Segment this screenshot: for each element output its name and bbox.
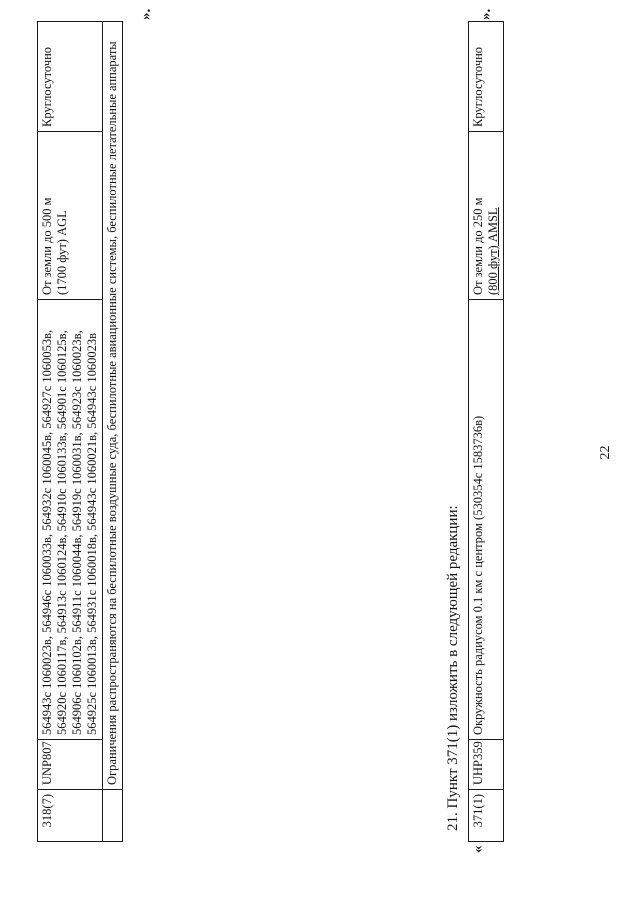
coordinate-line: 564920с 1060117в, 564913с 1060124в, 564910с 1060133в, 564901с 1060125в, <box>55 330 69 735</box>
page-number: 22 <box>598 445 613 460</box>
zone-code: UNP807 <box>38 740 103 790</box>
closing-quote: ». <box>138 8 154 20</box>
altitude-line: От земли до 500 м <box>40 197 54 295</box>
closing-quote: ». <box>478 8 494 20</box>
zone-table-371 <box>468 21 504 842</box>
zone-number: 371(1) <box>469 790 504 842</box>
altitude-line: От земли до 250 м <box>471 197 485 295</box>
table-row <box>38 22 103 842</box>
opening-quote: « <box>470 845 486 853</box>
zone-altitude <box>38 132 103 300</box>
altitude-line: (1700 фут) AGL <box>55 210 69 295</box>
table-row <box>469 22 504 842</box>
zone-code: UHP359 <box>469 740 504 790</box>
zone-time: Круглосуточно <box>469 22 504 132</box>
coordinate-line: 564906с 1060102в, 564911с 1060044в, 564919с 1060031в, 564923с 1060023в, <box>70 330 84 735</box>
amendment-heading: 21. Пункт 371(1) изложить в следующей редакции: <box>445 505 461 831</box>
zone-number: 318(7) <box>38 790 103 842</box>
coordinate-line: 564943с 1060023в, 564946с 1060033в, 564932с 1060045в, 564927с 1060053в, <box>40 329 54 735</box>
zone-altitude <box>469 132 504 300</box>
restriction-note: Ограничения распространяются на беспилотные воздушные суда, беспилотные авиационные системы, беспилотные летательные аппараты <box>103 22 123 790</box>
coordinate-line: 564925с 1060013в, 564931с 1060018в, 564943с 1060021в, 564943с 1060023в <box>85 332 99 735</box>
zone-table-318 <box>37 21 123 842</box>
zone-time: Круглосуточно <box>38 22 103 132</box>
zone-coordinates <box>38 300 103 740</box>
altitude-line: (800 фут) AMSL <box>486 207 500 295</box>
zone-area: Окружность радиусом 0.1 км с центром (530354с 1583736в) <box>469 300 504 740</box>
table-row <box>103 22 123 842</box>
